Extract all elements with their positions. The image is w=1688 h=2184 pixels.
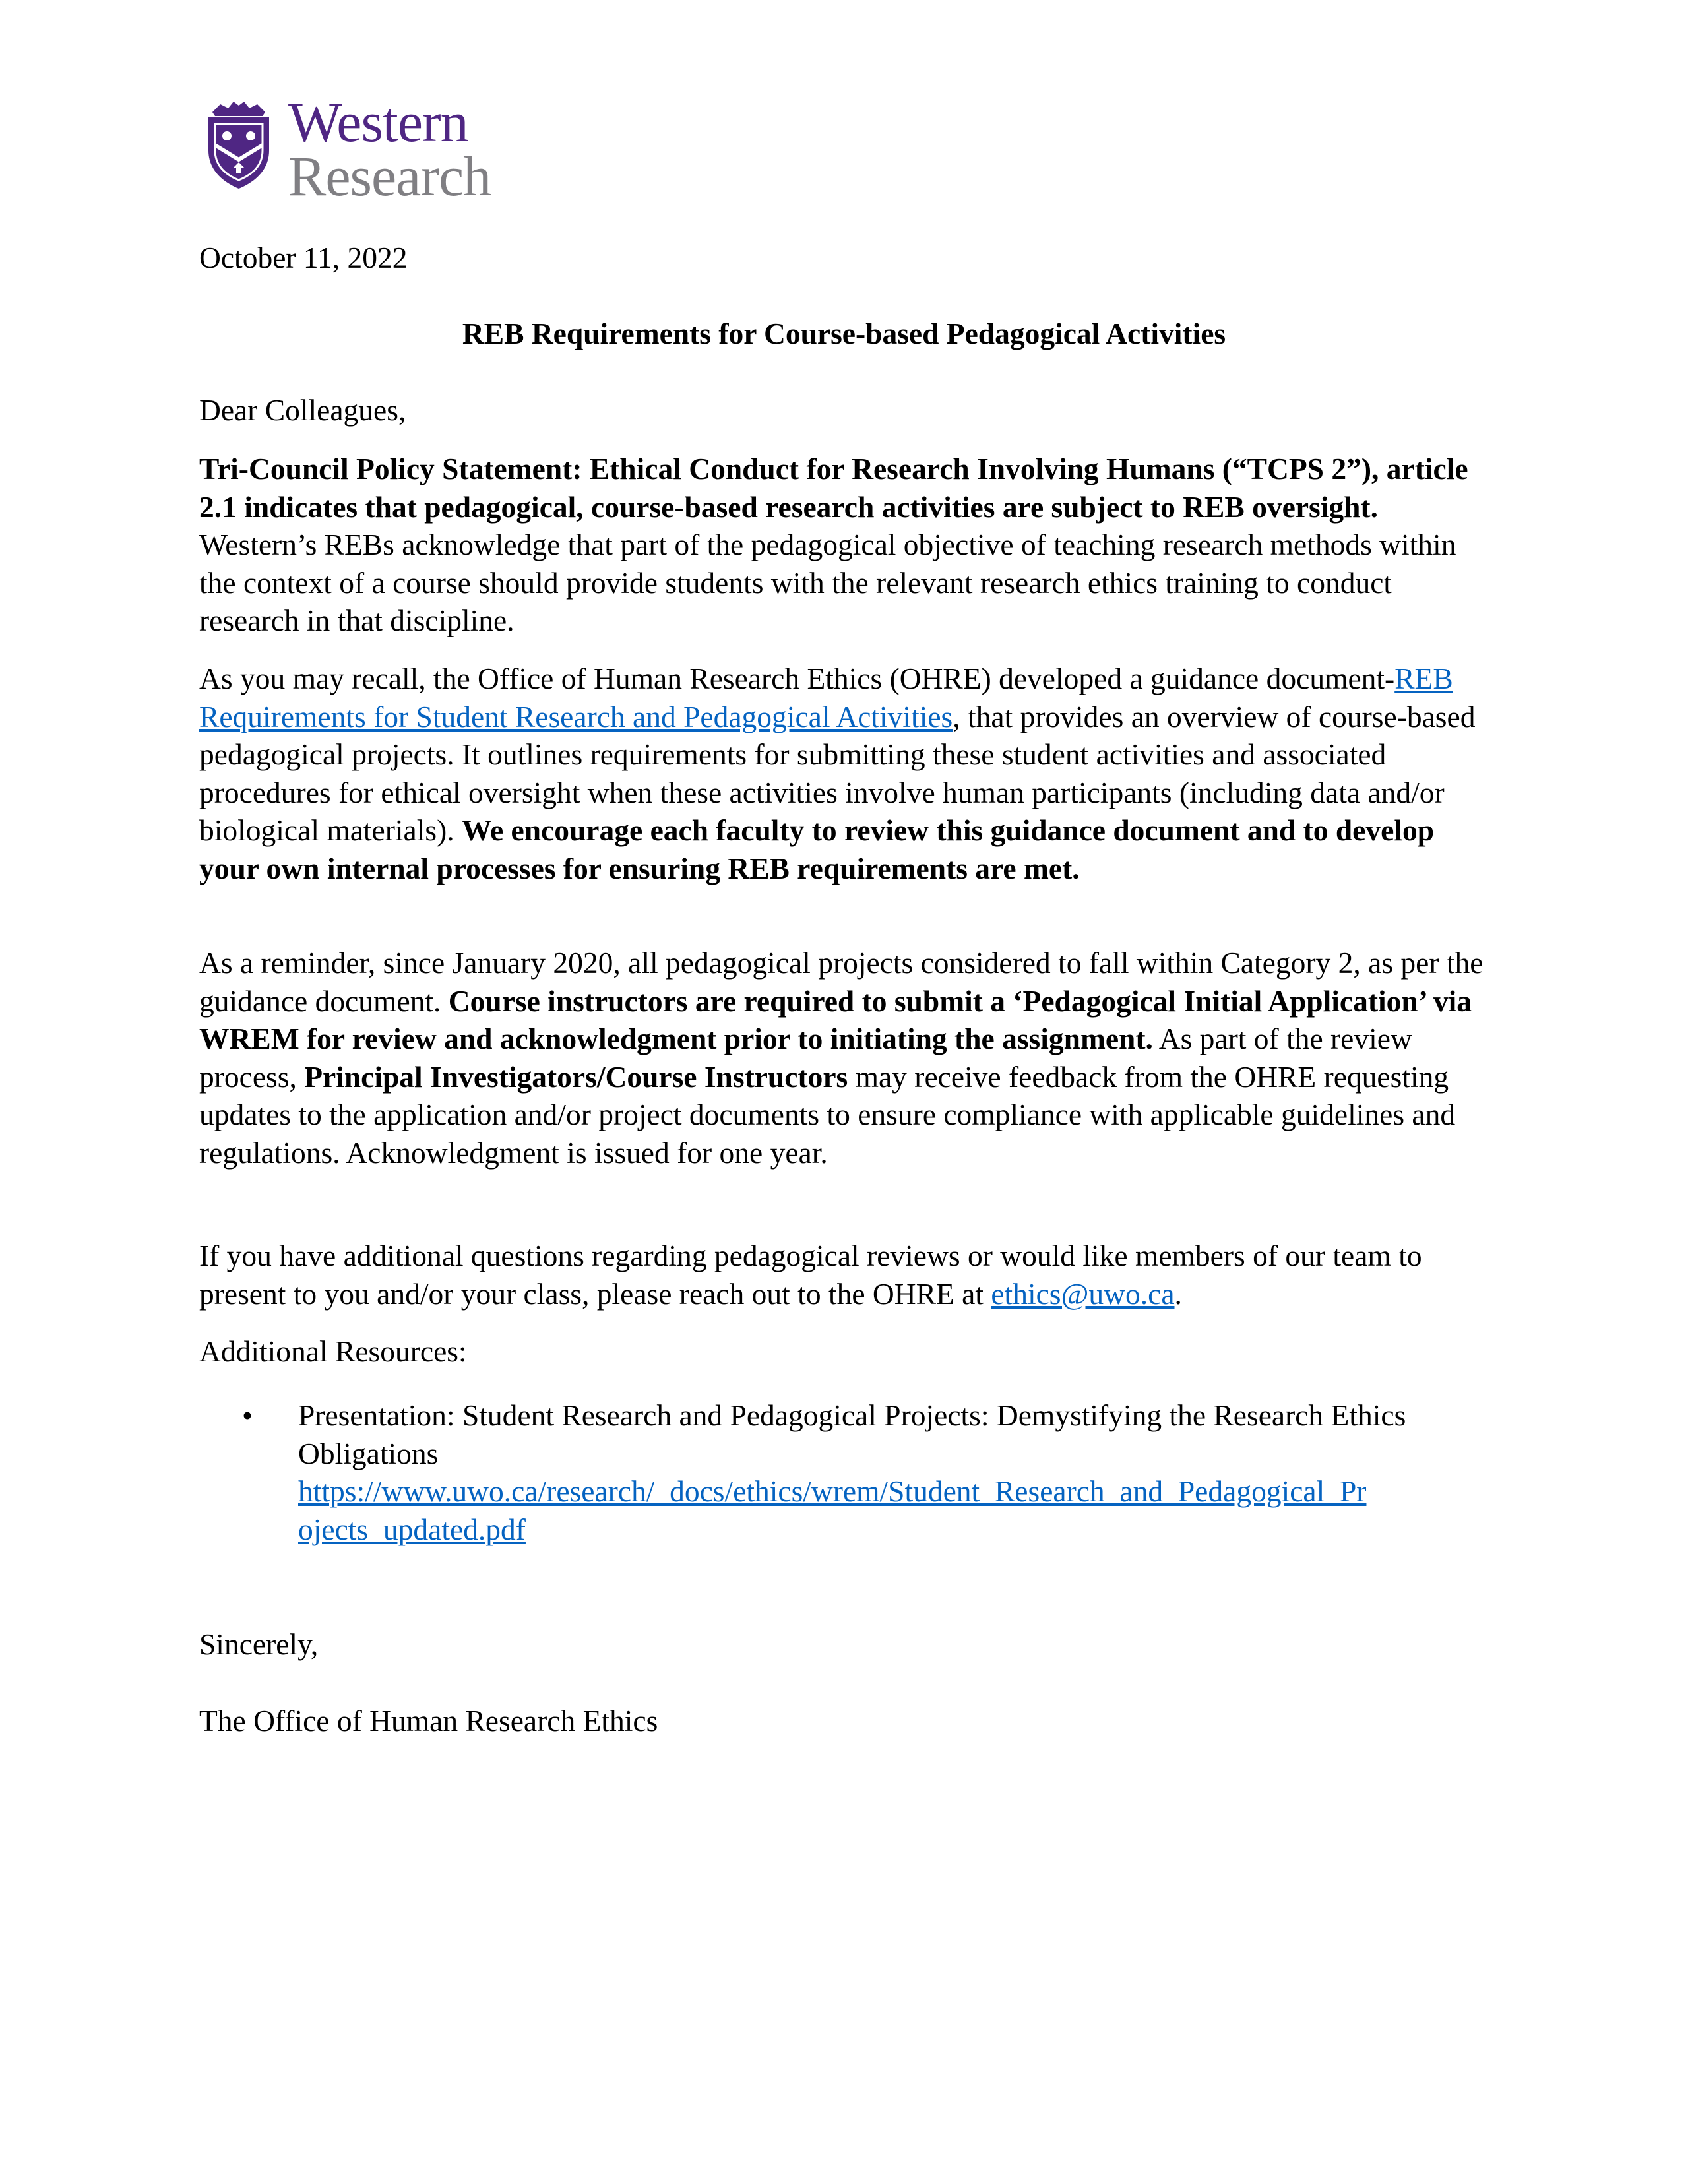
- guidance-document-link[interactable]: REB Requirements for Student Research and Pedagogical Activities: [199, 662, 1453, 733]
- resource-item: [298, 1396, 1492, 1548]
- logo-wordmark: [288, 90, 491, 208]
- paragraph-guidance-text-1: As you may recall, the Office of Human Research Ethics (OHRE) developed a guidance document-: [199, 662, 1395, 695]
- signature: The Office of Human Research Ethics: [199, 1704, 658, 1737]
- closing: Sincerely,: [199, 1627, 319, 1661]
- paragraph-guidance-text-2: , that provides an overview of course-based pedagogical projects. It outlines requirements for submitting these student activities and associated procedures for ethical oversight when these activities involve human participants (including data and/or biological materials).: [199, 699, 1476, 847]
- western-research-logo: [199, 90, 516, 208]
- logo-line-western: Western: [288, 90, 468, 154]
- resources-heading: Additional Resources:: [199, 1334, 467, 1368]
- paragraph-questions: [199, 1237, 1492, 1313]
- paragraph-questions-text-2: .: [1174, 1276, 1182, 1311]
- paragraph-reminder-bold-2: Principal Investigators/Course Instructors: [304, 1059, 848, 1094]
- resource-item-link-line-1[interactable]: https://www.uwo.ca/research/_docs/ethics/wrem/Student_Research_and_Pedagogical_Pr: [298, 1474, 1367, 1508]
- paragraph-reminder: [199, 944, 1492, 1171]
- paragraph-guidance: [199, 660, 1492, 887]
- paragraph-tcps-text: Western’s REBs acknowledge that part of the pedagogical objective of teaching research methods within the context of a course should provide students with the relevant research ethics training to conduct research in that discipline.: [199, 528, 1456, 637]
- salutation: Dear Colleagues,: [199, 393, 406, 427]
- bullet-icon: •: [242, 1398, 253, 1432]
- logo-line-research: Research: [288, 144, 491, 208]
- paragraph-tcps: [199, 450, 1492, 640]
- paragraph-questions-text-1: If you have additional questions regarding pedagogical reviews or would like members of our team to present to you and/or your class, please reach out to the OHRE at: [199, 1239, 1422, 1311]
- paragraph-tcps-bold: Tri-Council Policy Statement: Ethical Conduct for Research Involving Humans (“TCPS 2”), article 2.1 indicates that pedagogical, course-based research activities are subject to REB oversight.: [199, 452, 1468, 524]
- paragraph-reminder-text-2: As part of the review process,: [199, 1022, 1412, 1094]
- paragraph-reminder-text-3: may receive feedback from the OHRE requesting updates to the application and/or project documents to ensure compliance with applicable guidelines and regulations. Acknowledgment is issued for one year.: [199, 1059, 1456, 1170]
- crest-icon: [199, 99, 278, 191]
- letter-date: October 11, 2022: [199, 241, 408, 274]
- resource-item-link-line-2[interactable]: ojects_updated.pdf: [298, 1512, 526, 1546]
- paragraph-guidance-bold: We encourage each faculty to review this guidance document and to develop your own internal processes for ensuring REB requirements are met.: [199, 813, 1435, 885]
- resource-item-text: Presentation: Student Research and Pedagogical Projects: Demystifying the Research Ethics Obligations: [298, 1398, 1406, 1470]
- ethics-email-link[interactable]: ethics@uwo.ca: [991, 1276, 1175, 1311]
- letter-title: REB Requirements for Course-based Pedagogical Activities: [462, 317, 1226, 350]
- paragraph-reminder-text-1: As a reminder, since January 2020, all pedagogical projects considered to fall within Category 2, as per the guidance document.: [199, 946, 1484, 1018]
- paragraph-reminder-bold-1: Course instructors are required to submit a ‘Pedagogical Initial Application’ via WREM for review and acknowledgment prior to initiating the assignment.: [199, 983, 1472, 1055]
